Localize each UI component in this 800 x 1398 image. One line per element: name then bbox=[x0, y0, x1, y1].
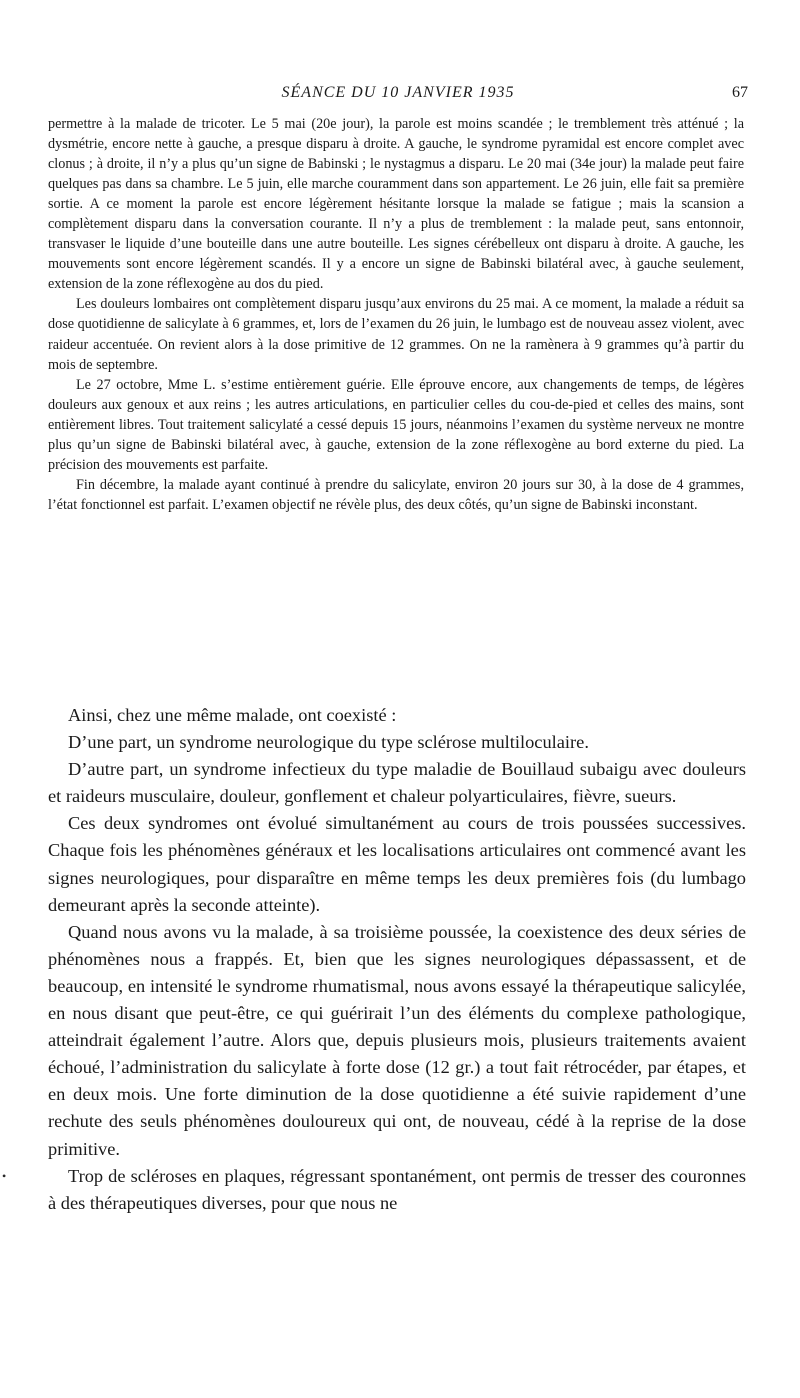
case-report-small-print bbox=[48, 114, 744, 515]
running-title: SÉANCE DU 10 JANVIER 1935 bbox=[281, 84, 515, 101]
small-paragraph-2: Les douleurs lombaires ont complètement disparu jusqu’aux environs du 25 mai. A ce moment, la malade a réduit sa dose quotidienne de salicylate à 6 grammes, et, lors de l’examen du 26 juin, le lumbago est de nouveau assez violent, avec raideur accentuée. On revient alors à la dose primitive de 12 grammes. On ne la ramènera à 9 grammes qu’à partir du mois de septembre. bbox=[48, 296, 744, 373]
body-paragraph-3: D’autre part, un syndrome infectieux du type maladie de Bouillaud subaigu avec douleurs et raideurs musculaire, douleur, gonflement et chaleur polyarticulaires, fièvre, sueurs. bbox=[48, 759, 746, 807]
body-paragraph-1: Ainsi, chez une même malade, ont coexisté : bbox=[68, 705, 397, 725]
page-number: 67 bbox=[732, 84, 748, 101]
body-paragraph-4: Ces deux syndromes ont évolué simultanément au cours de trois poussées successives. Chaque fois les phénomènes généraux et les localisations articulaires ont commencé avant les signes neurologiques, pour disparaître en même temps les deux premières fois (du lumbago demeurant après la seconde atteinte). bbox=[48, 813, 746, 915]
discussion-body-text bbox=[48, 702, 746, 1217]
small-paragraph-3: Le 27 octobre, Mme L. s’estime entièrement guérie. Elle éprouve encore, aux changements de temps, de légères douleurs aux genoux et aux reins ; les autres articulations, en particulier celles du cou-de-pied et celles des mains, sont entièrement libres. Tout traitement salicylaté a cessé depuis 15 jours, néanmoins l’examen du système nerveux ne montre plus qu’un signe de Babinski bilatéral avec, à gauche, extension de la zone réflexogène au bord externe du pied. La précision des mouvements est parfaite. bbox=[48, 376, 744, 473]
body-paragraph-2: D’une part, un syndrome neurologique du type sclérose multiloculaire. bbox=[68, 732, 589, 753]
body-paragraph-5: Quand nous avons vu la malade, à sa troisième poussée, la coexistence des deux séries de phénomènes nous a frappés. Et, bien que les signes neurologiques dépassassent, et de beaucoup, en intensité le syndrome rhumatismal, nous avons essayé la thérapeutique salicylée, en nous disant que peut-être, ce qui guérirait l’un des éléments du complexe pathologique, atteindrait également l’autre. Alors que, depuis plusieurs mois, plusieurs traitements avaient échoué, l’administration du salicylate à forte dose (12 gr.) a tout fait rétrocéder, par étapes, et en deux mois. Une forte diminution de la dose quotidienne a été suivie rapidement d’une rechute des seuls phénomènes douloureux qui ont, de nouveau, cédé à la reprise de la dose primitive. bbox=[48, 921, 746, 1159]
small-paragraph-4: Fin décembre, la malade ayant continué à prendre du salicylate, environ 20 jours sur 30, à la dose de 4 grammes, l’état fonctionnel est parfait. L’examen objectif ne révèle plus, des deux côtés, qu’un signe de Babinski inconstant. bbox=[48, 476, 744, 513]
body-paragraph-6: Trop de scléroses en plaques, régressant spontanément, ont permis de tresser des couronnes à des thérapeutiques diverses, pour que nous ne bbox=[48, 1165, 746, 1213]
running-head bbox=[48, 84, 748, 108]
margin-mark: • bbox=[2, 1169, 7, 1183]
small-paragraph-1: permettre à la malade de tricoter. Le 5 mai (20e jour), la parole est moins scandée ; le tremblement très atténué ; la dysmétrie, encore nette à gauche, a presque disparu à droite. A gauche, le syndrome pyramidal est encore complet avec clonus ; à droite, il n’y a plus qu’un signe de Babinski ; le nystagmus a disparu. Le 20 mai (34e jour) la malade peut faire quelques pas dans sa chambre. Le 5 juin, elle marche couramment dans son appartement. Le 26 juin, elle fait sa première sortie. A ce moment la parole est encore légèrement hésitante lorsque la malade se fatigue ; mais la scansion a complètement disparu dans la conversation courante. Il n’y a plus de tremblement : la malade peut, sans entonnoir, transvaser le liquide d’une bouteille dans une autre bouteille. Les signes cérébelleux ont disparu à droite. A gauche, les mouvements sont encore légèrement scandés. Il y a encore un signe de Babinski bilatéral avec, à gauche seulement, extension de la zone réflexogène au dos du pied. bbox=[48, 116, 744, 293]
